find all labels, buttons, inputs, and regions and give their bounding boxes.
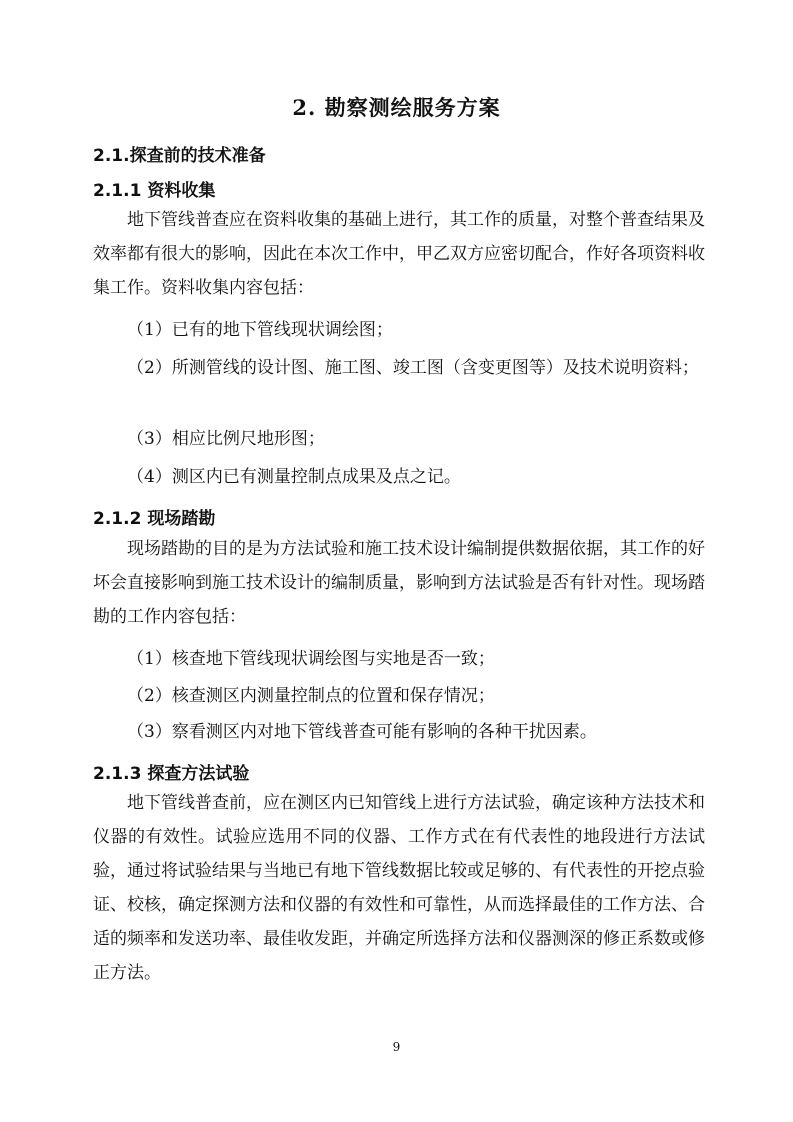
list-item: （4）测区内已有测量控制点成果及点之记。 (127, 467, 461, 487)
list-item: （3）察看测区内对地下管线普查可能有影响的各种干扰因素。 (127, 722, 597, 742)
page-number: 9 (392, 1040, 401, 1054)
section-title: 2. 勘察测绘服务方案 (292, 95, 501, 120)
heading-2-1-3: 2.1.3 探查方法试验 (93, 764, 250, 784)
paragraph-data-collection: 地下管线普查应在资料收集的基础上进行，其工作的质量，对整个普查结果及效率都有很大的影响，因此在本次工作中，甲乙双方应密切配合，作好各项资料收集工作。资料收集内容包括： (93, 210, 705, 298)
paragraph-method-test: 地下管线普查前，应在测区内已知管线上进行方法试验，确定该种方法技术和仪器的有效性。试验应选用不同的仪器、工作方式在有代表性的地段进行方法试验，通过将试验结果与当地已有地下管线数据比较或足够的、有代表性的开挖点验证、校核，确定探测方法和仪器的有效性和可靠性，从而选择最佳的工作方法、合适的频率和发送功率、最佳收发距，并确定所选择方法和仪器测深的修正系数或修正方法。 (93, 793, 705, 983)
list-item: （3）相应比例尺地形图； (127, 429, 325, 449)
heading-2-1-1: 2.1.1 资料收集 (93, 181, 216, 201)
list-item: （1）核查地下管线现状调绘图与实地是否一致； (127, 649, 495, 669)
heading-2-1-2: 2.1.2 现场踏勘 (93, 509, 216, 529)
list-item: （1）已有的地下管线现状调绘图； (127, 320, 393, 340)
heading-2-1: 2.1.探查前的技术准备 (93, 146, 266, 166)
list-item: （2）核查测区内测量控制点的位置和保存情况； (127, 686, 495, 706)
paragraph-site-survey: 现场踏勘的目的是为方法试验和施工技术设计编制提供数据依据，其工作的好坏会直接影响到施工技术设计的编制质量，影响到方法试验是否有针对性。现场踏勘的工作内容包括： (93, 539, 705, 627)
list-item: （2）所测管线的设计图、施工图、竣工图（含变更图等）及技术说明资料； (127, 358, 699, 378)
